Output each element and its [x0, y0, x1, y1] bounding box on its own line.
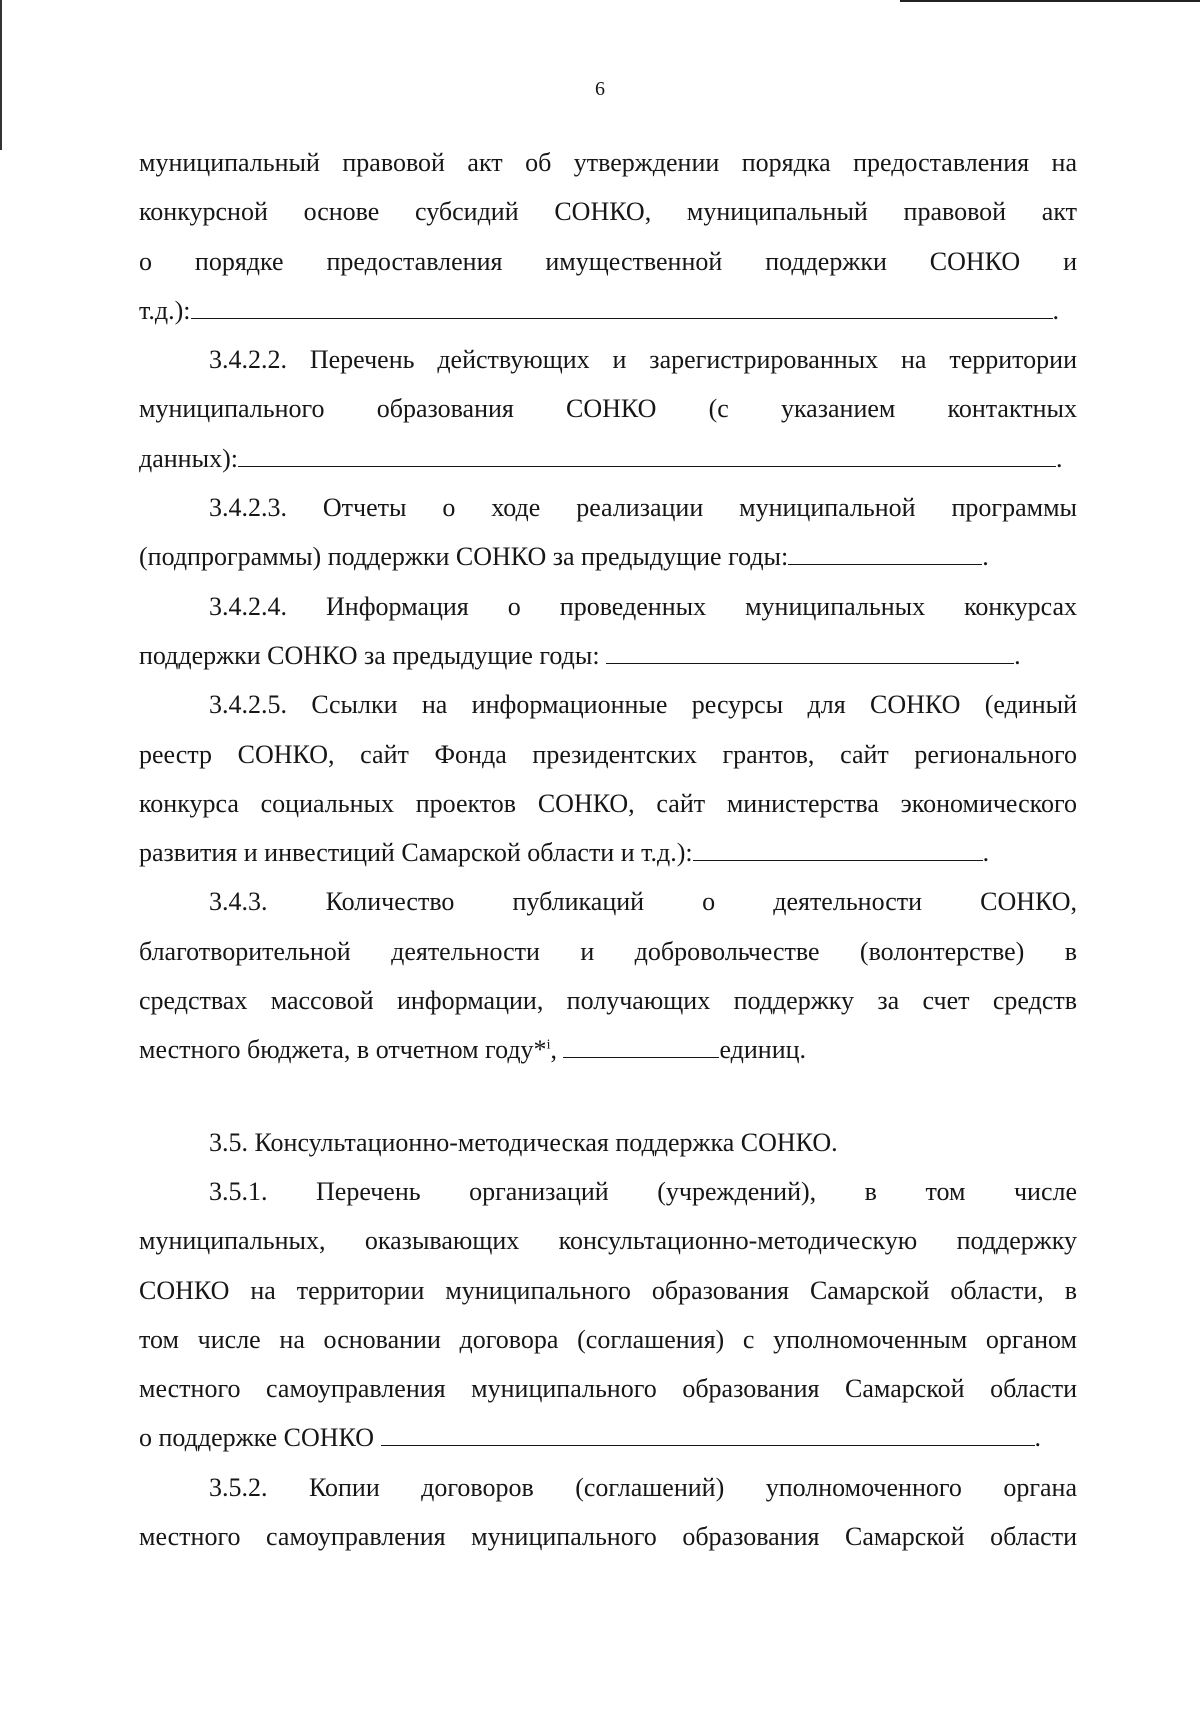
fill-in-blank[interactable] [191, 291, 1053, 319]
line-text: поддержки СОНКО за предыдущие годы: [139, 640, 607, 670]
line-text: т.д.): [139, 295, 191, 325]
text-line: СОНКО на территории муниципального образования Самарской области, в [139, 1275, 1077, 1305]
fill-in-blank[interactable] [381, 1418, 1035, 1446]
line-end: единиц. [719, 1035, 807, 1065]
scan-edge-line-left [0, 0, 2, 150]
line-text: о поддержке СОНКО [139, 1423, 381, 1453]
text-line: 3.4.2.3. Отчеты о ходе реализации муниципальной программы [209, 493, 1077, 523]
scan-edge-line [900, 0, 1200, 2]
line-end: . [982, 838, 990, 868]
line-end: . [1034, 1423, 1042, 1453]
text-line: конкурса социальных проектов СОНКО, сайт министерства экономического [139, 788, 1077, 818]
line-text: развития и инвестиций Самарской области и т.д.): [139, 838, 693, 868]
fill-in-blank[interactable] [693, 833, 983, 861]
text-line: средствах массовой информации, получающих поддержку за счет средств [139, 986, 1077, 1016]
line-text: местного бюджета, в отчетном году* [139, 1035, 547, 1065]
text-line-with-blank [139, 532, 1077, 581]
paragraph-3-5-1 [139, 1167, 1077, 1463]
paragraph-3-4-2-2 [139, 335, 1077, 483]
document-body [139, 138, 1077, 1561]
line-end: . [982, 542, 989, 572]
text-line: муниципальный правовой акт об утверждении порядка предоставления на [139, 148, 1077, 177]
line-text: (подпрограммы) поддержки СОНКО за предыдущие годы: [139, 542, 789, 572]
paragraph-3-4-3 [139, 877, 1077, 1074]
text-line: том числе на основании договора (соглашения) с уполномоченным органом [139, 1324, 1077, 1354]
footnote-marker: i [546, 1037, 551, 1053]
text-line: о порядке предоставления имущественной поддержки СОНКО и [139, 246, 1077, 276]
text-line: местного самоуправления муниципального образования Самарской области [139, 1374, 1077, 1404]
fill-in-blank[interactable] [606, 636, 1014, 664]
text-line-with-blank [139, 631, 1077, 680]
paragraph-3-4-2-4 [139, 582, 1077, 681]
text-line-with-blank [139, 1413, 1077, 1462]
line-text: , [550, 1035, 564, 1065]
text-line: благотворительной деятельности и добровольчестве (волонтерстве) в [139, 936, 1077, 966]
text-line: 3.5.2. Копии договоров (соглашений) уполномоченного органа [209, 1472, 1077, 1502]
fill-in-blank[interactable] [238, 438, 1056, 466]
page-number: 6 [595, 78, 605, 100]
section-heading-3-5 [139, 1118, 1077, 1167]
paragraph-3-4-2-5 [139, 680, 1077, 877]
text-line: конкурсной основе субсидий СОНКО, муниципальный правовой акт [139, 197, 1077, 227]
paragraph-3-5-2 [139, 1463, 1077, 1562]
text-line: 3.4.2.5. Ссылки на информационные ресурсы для СОНКО (единый [209, 690, 1077, 720]
line-end: . [1014, 640, 1021, 670]
paragraph-gap [139, 1075, 1077, 1118]
text-line: муниципального образования СОНКО (с указанием контактных [139, 394, 1077, 424]
text-line: реестр СОНКО, сайт Фонда президентских грантов, сайт регионального [139, 739, 1077, 769]
paragraph-3-4-2-3 [139, 483, 1077, 582]
text-line: 3.5. Консультационно-методическая поддержка СОНКО. [209, 1127, 838, 1157]
text-line: 3.5.1. Перечень организаций (учреждений), в том числе [209, 1176, 1077, 1206]
fill-in-blank[interactable] [563, 1030, 719, 1058]
text-line-with-blank [139, 434, 1077, 483]
line-text: данных): [139, 443, 238, 473]
text-line: местного самоуправления муниципального образования Самарской области [139, 1522, 1077, 1552]
fill-in-blank[interactable] [788, 537, 982, 565]
line-end: . [1055, 443, 1063, 473]
text-line: 3.4.3. Количество публикаций о деятельности СОНКО, [209, 887, 1077, 917]
text-line: 3.4.2.2. Перечень действующих и зарегистрированных на территории [209, 345, 1077, 375]
text-line: 3.4.2.4. Информация о проведенных муниципальных конкурсах [209, 591, 1077, 621]
line-end: . [1052, 295, 1060, 325]
paragraph-legal-acts [139, 138, 1077, 335]
text-line: муниципальных, оказывающих консультационно-методическую поддержку [139, 1226, 1077, 1256]
text-line-with-blank [139, 286, 1077, 335]
text-line-with-blank [139, 1025, 1077, 1074]
text-line-with-blank [139, 828, 1077, 877]
